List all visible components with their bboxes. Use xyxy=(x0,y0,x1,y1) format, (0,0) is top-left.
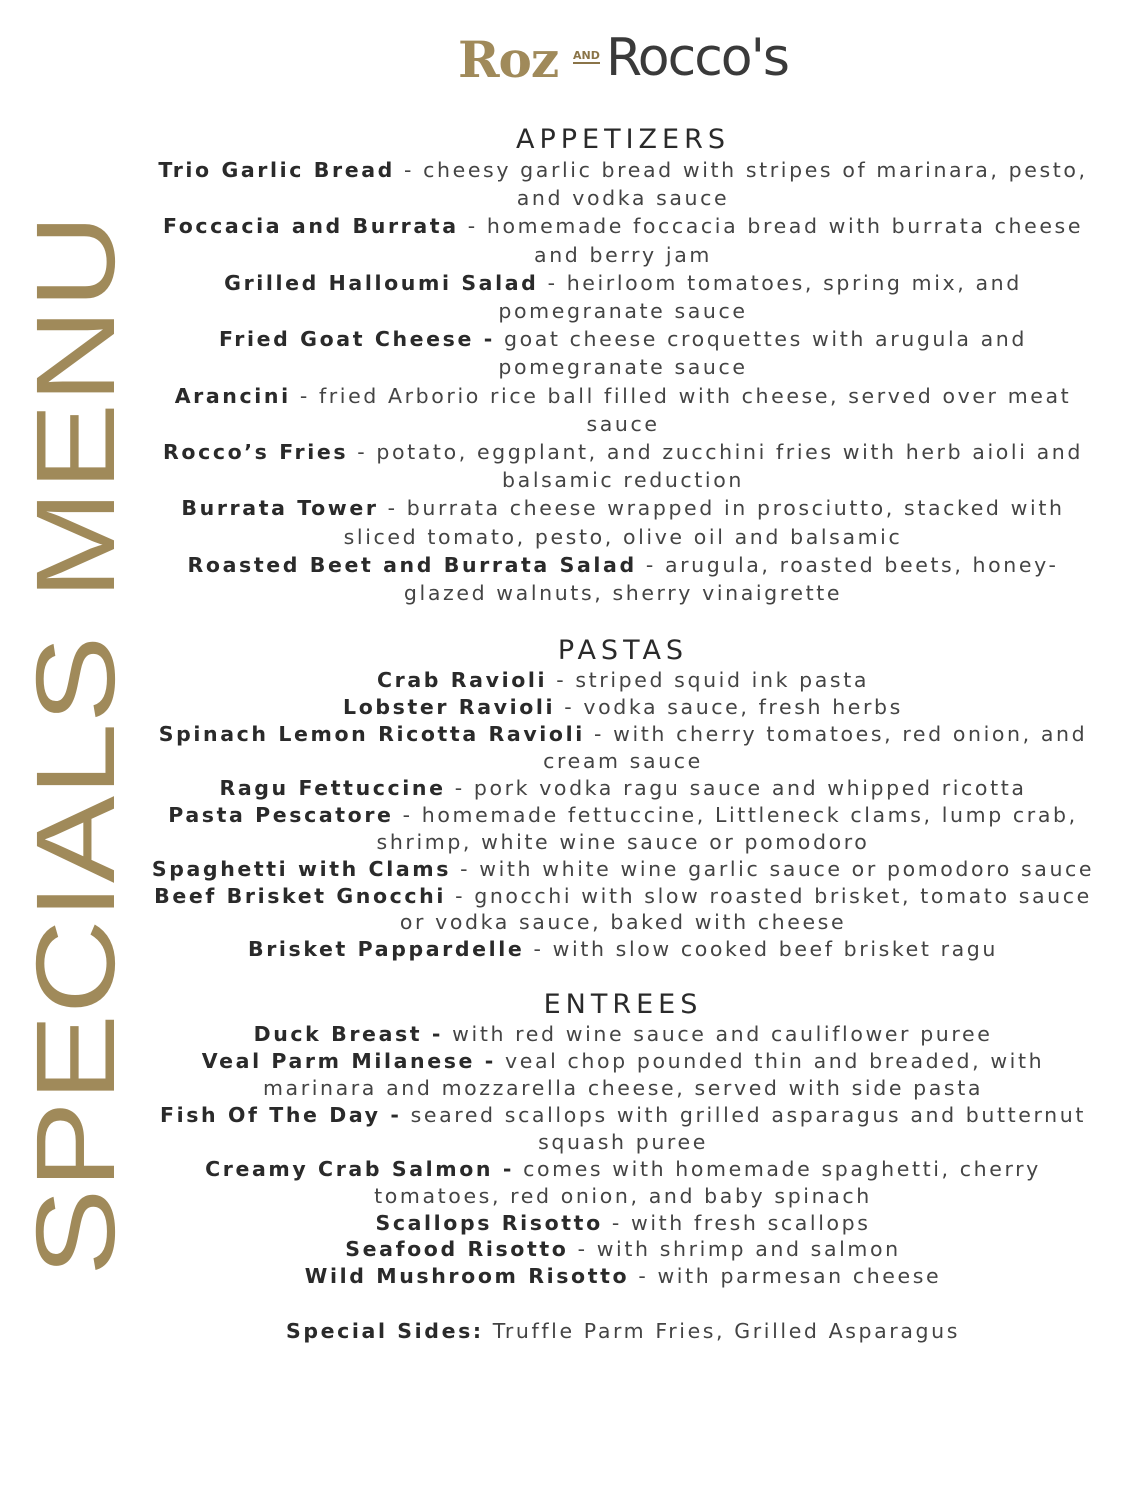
menu-item-name: Seafood Risotto xyxy=(345,1237,569,1262)
menu-item-separator: - xyxy=(524,937,553,962)
logo-roccos: Rocco's xyxy=(606,28,788,88)
menu-item-separator: - xyxy=(568,1237,597,1262)
appetizers-list xyxy=(150,156,1096,607)
menu-body xyxy=(150,124,1096,1366)
menu-item-description: with cherry tomatoes, red onion, and cream sauce xyxy=(543,722,1088,773)
menu-item-description: with white wine garlic sauce or pomodoro sauce xyxy=(479,856,1095,881)
menu-item-name: Duck Breast - xyxy=(253,1022,444,1047)
menu-item-name: Roasted Beet and Burrata Salad xyxy=(187,552,637,577)
menu-item-name: Scallops Risotto xyxy=(375,1210,603,1235)
menu-item-separator xyxy=(443,1022,452,1046)
menu-item-separator: - xyxy=(458,214,487,239)
restaurant-logo xyxy=(458,26,788,102)
menu-item-description: veal chop pounded thin and breaded, with marinara and mozzarella cheese, served with side pasta xyxy=(262,1049,1045,1101)
menu-item-name: Spinach Lemon Ricotta Ravioli xyxy=(158,722,585,747)
menu-item-description: with red wine sauce and cauliflower puree xyxy=(452,1022,993,1047)
entrees-section xyxy=(150,989,1096,1290)
menu-item-separator: - xyxy=(584,722,614,747)
special-sides xyxy=(150,1317,1096,1345)
menu-item-description: seared scallops with grilled asparagus and butternut squash puree xyxy=(410,1102,1086,1154)
menu-item-description: with shrimp and salmon xyxy=(596,1237,901,1262)
menu-item-separator: - xyxy=(445,883,475,908)
menu-item-separator: - xyxy=(636,552,665,577)
menu-item-name: Rocco’s Fries xyxy=(163,440,349,465)
menu-item-name: Foccacia and Burrata xyxy=(162,214,459,239)
entrees-list xyxy=(150,1021,1096,1290)
logo-roz: Roz xyxy=(458,30,559,89)
menu-item xyxy=(150,551,1096,607)
menu-item-name: Beef Brisket Gnocchi xyxy=(154,883,446,908)
menu-item-name: Pasta Pescatore xyxy=(168,802,394,827)
menu-item xyxy=(150,1021,1096,1048)
menu-item xyxy=(150,936,1096,963)
menu-item-description: with fresh scallops xyxy=(630,1210,871,1235)
special-sides-label: Special Sides: xyxy=(285,1319,484,1344)
menu-item-description: goat cheese croquettes with arugula and pomegranate sauce xyxy=(498,327,1027,380)
menu-item-name: Ragu Fettuccine xyxy=(219,775,446,800)
specials-menu-vertical-title xyxy=(13,208,138,1278)
menu-item xyxy=(150,494,1096,550)
menu-item-name: Wild Mushroom Risotto xyxy=(304,1264,630,1289)
menu-item xyxy=(150,856,1096,883)
menu-item-separator xyxy=(495,327,504,351)
menu-item-description: with slow cooked beef brisket ragu xyxy=(552,937,998,962)
menu-item-separator: - xyxy=(555,695,584,720)
menu-item xyxy=(150,325,1096,381)
menu-item xyxy=(150,694,1096,721)
menu-item-name: Creamy Crab Salmon - xyxy=(205,1156,514,1181)
pastas-section xyxy=(150,635,1096,963)
menu-item-name: Trio Garlic Bread xyxy=(158,158,395,182)
menu-item-description: gnocchi with slow roasted brisket, tomato sauce or vodka sauce, baked with cheese xyxy=(399,883,1092,935)
menu-item-separator: - xyxy=(602,1210,631,1235)
menu-item xyxy=(150,156,1096,212)
menu-item-description: fried Arborio rice ball filled with cheese, served over meat sauce xyxy=(318,383,1072,436)
pastas-heading: PASTAS xyxy=(557,635,689,667)
menu-item-description: striped squid ink pasta xyxy=(575,668,870,693)
menu-item xyxy=(150,1156,1096,1210)
menu-item xyxy=(150,802,1096,856)
menu-item-name: Fish Of The Day - xyxy=(159,1102,402,1127)
logo-and: AND xyxy=(573,49,600,62)
menu-item xyxy=(150,1210,1096,1237)
menu-item-description: homemade foccacia bread with burrata cheese and berry jam xyxy=(486,214,1084,267)
menu-item-description: burrata cheese wrapped in prosciutto, stacked with sliced tomato, pesto, olive oil and balsamic xyxy=(343,496,1065,549)
menu-item-description: arugula, roasted beets, honey-glazed walnuts, sherry vinaigrette xyxy=(403,552,1059,606)
menu-item-separator: - xyxy=(547,668,576,693)
menu-item-description: comes with homemade spaghetti, cherry tomatoes, red onion, and baby spinach xyxy=(374,1156,1041,1208)
menu-item-separator xyxy=(514,1157,523,1181)
menu-item xyxy=(150,883,1096,937)
menu-item-name: Grilled Halloumi Salad xyxy=(224,270,539,295)
menu-item xyxy=(150,438,1096,494)
special-sides-value: Truffle Parm Fries, Grilled Asparagus xyxy=(492,1319,960,1344)
menu-item-name: Fried Goat Cheese - xyxy=(219,327,495,352)
menu-item xyxy=(150,667,1096,694)
menu-item xyxy=(150,1102,1096,1156)
menu-item xyxy=(150,1263,1096,1290)
menu-item-description: potato, eggplant, and zucchini fries with herb aioli and balsamic reduction xyxy=(376,440,1083,493)
menu-item xyxy=(150,775,1096,802)
menu-item-separator: - xyxy=(394,158,424,182)
menu-item-separator: - xyxy=(445,775,474,800)
menu-item xyxy=(150,721,1096,775)
menu-item-description: homemade fettuccine, Littleneck clams, lump crab, shrimp, white wine sauce or pomodoro xyxy=(376,802,1078,854)
menu-item-separator: - xyxy=(629,1264,658,1289)
menu-item-description: with parmesan cheese xyxy=(657,1264,942,1289)
menu-item-description: pork vodka ragu sauce and whipped ricotta xyxy=(473,775,1027,800)
menu-item-name: Veal Parm Milanese - xyxy=(201,1049,496,1074)
menu-item xyxy=(150,212,1096,268)
menu-item-name: Arancini xyxy=(174,383,291,408)
menu-item-separator: - xyxy=(538,270,567,295)
specials-menu-vertical-svg xyxy=(13,208,138,1278)
menu-item xyxy=(150,382,1096,438)
menu-item-separator: - xyxy=(378,496,407,521)
menu-item-separator: - xyxy=(451,856,480,881)
appetizers-heading: APPETIZERS xyxy=(515,124,730,155)
menu-item-separator: - xyxy=(348,440,377,465)
menu-item-name: Lobster Ravioli xyxy=(343,695,556,720)
menu-item-description: cheesy garlic bread with stripes of marinara, pesto, and vodka sauce xyxy=(423,158,1088,211)
menu-item-description: heirloom tomatoes, spring mix, and pomegranate sauce xyxy=(498,270,1022,324)
menu-item-separator: - xyxy=(290,383,319,408)
entrees-heading: ENTREES xyxy=(543,989,703,1021)
menu-item-name: Spaghetti with Clams xyxy=(151,856,452,881)
appetizers-section xyxy=(150,124,1096,607)
menu-item-name: Crab Ravioli xyxy=(376,668,548,693)
menu-item-name: Burrata Tower xyxy=(181,496,379,521)
menu-item-separator xyxy=(496,1049,505,1073)
specials-menu-title-text: SPECIALS MENU xyxy=(13,367,138,1276)
pastas-list xyxy=(150,667,1096,963)
menu-item-separator xyxy=(401,1103,410,1127)
menu-item xyxy=(150,1048,1096,1102)
menu-item xyxy=(150,1236,1096,1263)
menu-item xyxy=(150,269,1096,325)
menu-item-name: Brisket Pappardelle xyxy=(248,937,525,962)
menu-item-separator: - xyxy=(393,802,422,827)
menu-item-description: vodka sauce, fresh herbs xyxy=(583,695,903,720)
